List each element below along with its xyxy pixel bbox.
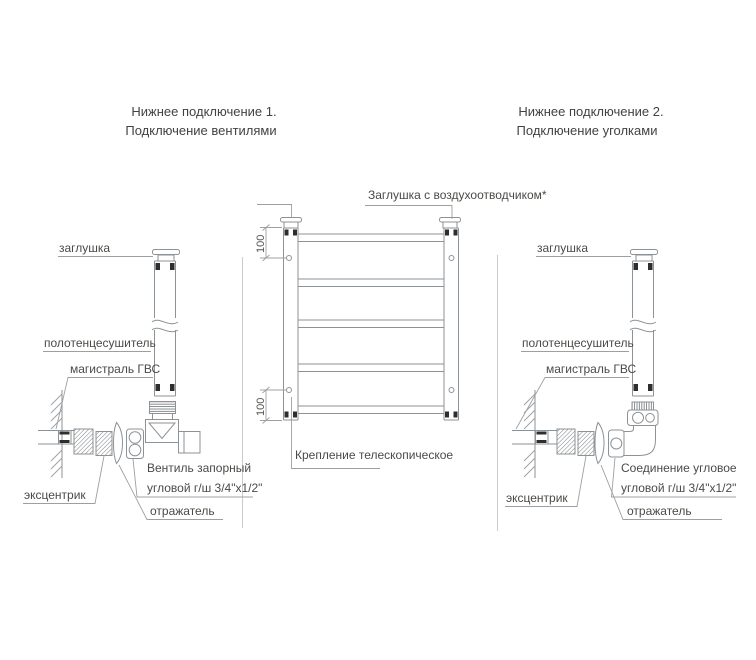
wall-and-pipe-drawing (38, 390, 74, 478)
dimension-top-label: 100 (255, 234, 267, 253)
label-towel-rail: полотенцесушитель (44, 336, 156, 350)
label-cap: заглушка (59, 241, 111, 255)
label-valve-line2: угловой г/ш 3/4"x1/2" (147, 481, 263, 495)
label-elbow-line2: угловой г/ш 3/4"x1/2" (621, 481, 737, 495)
eccentric-fittings-drawing (74, 429, 112, 456)
label-hot-water-main: магистраль ГВС (546, 362, 637, 376)
rail-posts-drawing (284, 228, 459, 420)
angle-elbow-drawing (609, 402, 659, 457)
label-towel-rail: полотенцесушитель (522, 336, 634, 350)
rail-rungs-drawing (298, 234, 444, 414)
label-hot-water-main: магистраль ГВС (70, 362, 161, 376)
rail-top-caps-drawing (281, 218, 461, 229)
wall-and-pipe-drawing (512, 390, 557, 478)
dimension-top-100 (255, 225, 286, 262)
section-dividers (243, 255, 498, 531)
label-telescopic-mount: Крепление телескопическое (295, 448, 454, 462)
diagram-2-elbow-connection (505, 104, 737, 520)
diagram-1-valve-connection (23, 104, 277, 520)
label-cap: заглушка (537, 241, 589, 255)
dimension-bottom-label: 100 (255, 397, 267, 416)
label-air-vent-cap: Заглушка с воздухоотводчиком* (368, 188, 547, 202)
center-leader-lines (257, 205, 452, 469)
label-eccentric: эксцентрик (506, 491, 568, 505)
label-elbow-line1: Соединение угловое (621, 461, 737, 475)
diagram-1-title-line2: Подключение вентилями (125, 123, 277, 138)
reflector-escutcheon-drawing (114, 423, 123, 464)
label-eccentric: эксцентрик (24, 488, 86, 502)
label-reflector: отражатель (150, 504, 215, 518)
label-valve-line1: Вентиль запорный (147, 461, 252, 475)
dimension-bottom-100 (255, 387, 286, 424)
diagram-2-title-line1: Нижнее подключение 2. (518, 104, 664, 119)
angle-valve-drawing (127, 402, 201, 459)
diagram-2-title-line2: Подключение уголками (516, 123, 658, 138)
eccentric-fittings-drawing (557, 429, 594, 456)
label-reflector: отражатель (627, 504, 692, 518)
diagram-1-title-line1: Нижнее подключение 1. (131, 104, 277, 119)
center-towel-rail-front-view (255, 188, 547, 469)
reflector-escutcheon-drawing (595, 423, 604, 464)
